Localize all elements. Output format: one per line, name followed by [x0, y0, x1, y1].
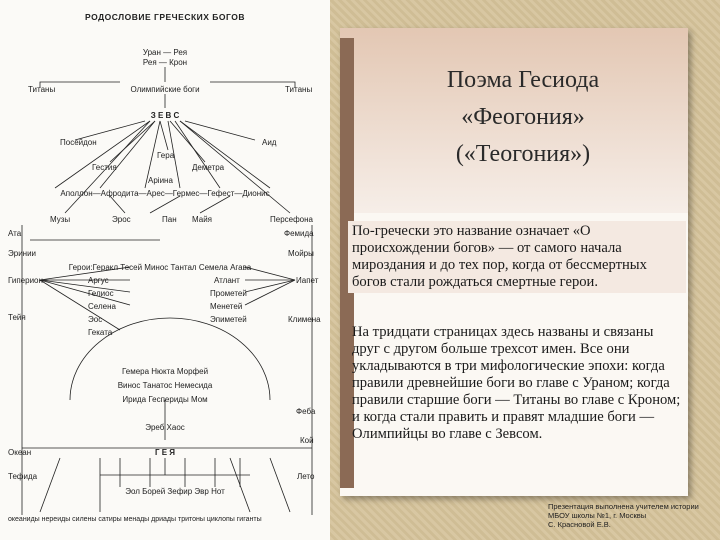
node-clymene: Климена: [288, 315, 321, 324]
node-ariadne: Аріина: [148, 176, 173, 185]
node-titans-right: Титаны: [285, 85, 313, 94]
headline-line-3: («Теогония»): [455, 141, 591, 167]
node-hyperion: Гиперион: [8, 276, 43, 285]
node-uranus-rhea: Уран — Рея: [142, 48, 188, 57]
slide-headline: [358, 62, 688, 173]
node-eros: Эрос: [112, 215, 131, 224]
genealogy-panel: [0, 0, 330, 540]
genealogy-tree-diagram: [0, 0, 330, 540]
node-themis: Фемида: [284, 229, 314, 238]
node-hestia: Гестия: [92, 163, 117, 172]
node-eos: Эос: [88, 315, 103, 324]
node-aid: Аид: [262, 138, 277, 147]
node-menoetius: Менетей: [210, 302, 243, 311]
node-pan: Пан: [162, 215, 177, 224]
node-persephone: Персефона: [270, 215, 313, 224]
node-row-iris: Ирида Геспериды Мом: [122, 395, 208, 404]
node-hera: Гера: [157, 151, 175, 160]
paragraph-1: По-гречески это название означает «О происхождении богов» — от самого начала мироздания и до тех пор, когда от бессмертных богов стали рождаться смертные герои.: [348, 221, 686, 293]
node-row-hemera: Гемера Нюкта Морфей: [121, 367, 209, 376]
node-row-bottom: океаниды нереиды силены сатиры менады дриады тритоны циклопы гиганты: [8, 516, 262, 523]
node-tethys: Тефида: [8, 472, 38, 481]
credit-line-3: С. Красновой Е.В.: [548, 520, 611, 529]
node-oceanus: Океан: [8, 448, 32, 457]
node-heroes: Герои:Геракл Тесей Минос Тантал Семела Агава: [68, 263, 252, 272]
node-helios: Гелиос: [88, 289, 114, 298]
node-epimetheus: Эпиметей: [210, 315, 247, 324]
node-theia: Тейя: [8, 313, 26, 322]
node-muses: Музы: [50, 215, 71, 224]
node-phoebe: Феба: [296, 407, 316, 416]
node-row-apollo: Аполлон—Афродита—Арес—Гермес—Гефест—Дионис: [60, 189, 270, 198]
node-leto: Лето: [297, 472, 315, 481]
node-rhea-kronos: Рея — Крон: [142, 58, 188, 67]
node-demeter: Деметра: [192, 163, 225, 172]
node-iapet: Иапет: [296, 276, 319, 285]
node-zeus: З Е В С: [150, 111, 180, 120]
node-atlas: Атлант: [214, 276, 240, 285]
node-erinyes: Эринии: [8, 249, 37, 258]
node-poseidon: Посейдон: [60, 138, 97, 147]
node-titans-left: Титаны: [28, 85, 56, 94]
node-row-vinos: Винос Танатос Немесида: [117, 381, 213, 390]
credit-line-1: Презентация выполнена учителем истории: [548, 502, 699, 511]
tree-title: РОДОСЛОВИЕ ГРЕЧЕСКИХ БОГОВ: [85, 12, 245, 22]
node-olympians: Олимпийские боги: [130, 85, 200, 94]
node-koi: Кой: [300, 436, 314, 445]
credit-line-2: МБОУ школы №1, г. Москвы: [548, 511, 647, 520]
node-erebus-chaos: Эреб Хаос: [145, 423, 185, 432]
node-maia: Майя: [192, 215, 213, 224]
credit-note: [548, 502, 718, 529]
node-selene: Селена: [88, 302, 116, 311]
node-moirai: Мойры: [288, 249, 314, 258]
slide-card: [340, 28, 688, 496]
node-gaia: Г Е Я: [154, 448, 176, 457]
headline-line-1: Поэма Гесиода: [446, 67, 600, 93]
paragraph-2: На тридцати страницах здесь названы и связаны друг с другом больше трехсот имен. Все они укладываются в три мифологические эпохи: когда правили древнейшие боги во главе с Ураном; когда правили старшие боги — Титаны во главе с Кроном; и когда стали править и правят младшие боги — Олимпийцы во главе с Зевсом.: [352, 324, 681, 442]
node-ata: Ата: [8, 229, 22, 238]
node-row-winds: Эол Борей Зефир Эвр Нот: [125, 487, 225, 496]
node-argus: Аргус: [88, 276, 109, 285]
node-hecate: Геката: [88, 328, 113, 337]
headline-line-2: «Феогония»: [461, 104, 585, 130]
node-prometheus: Прометей: [210, 289, 247, 298]
